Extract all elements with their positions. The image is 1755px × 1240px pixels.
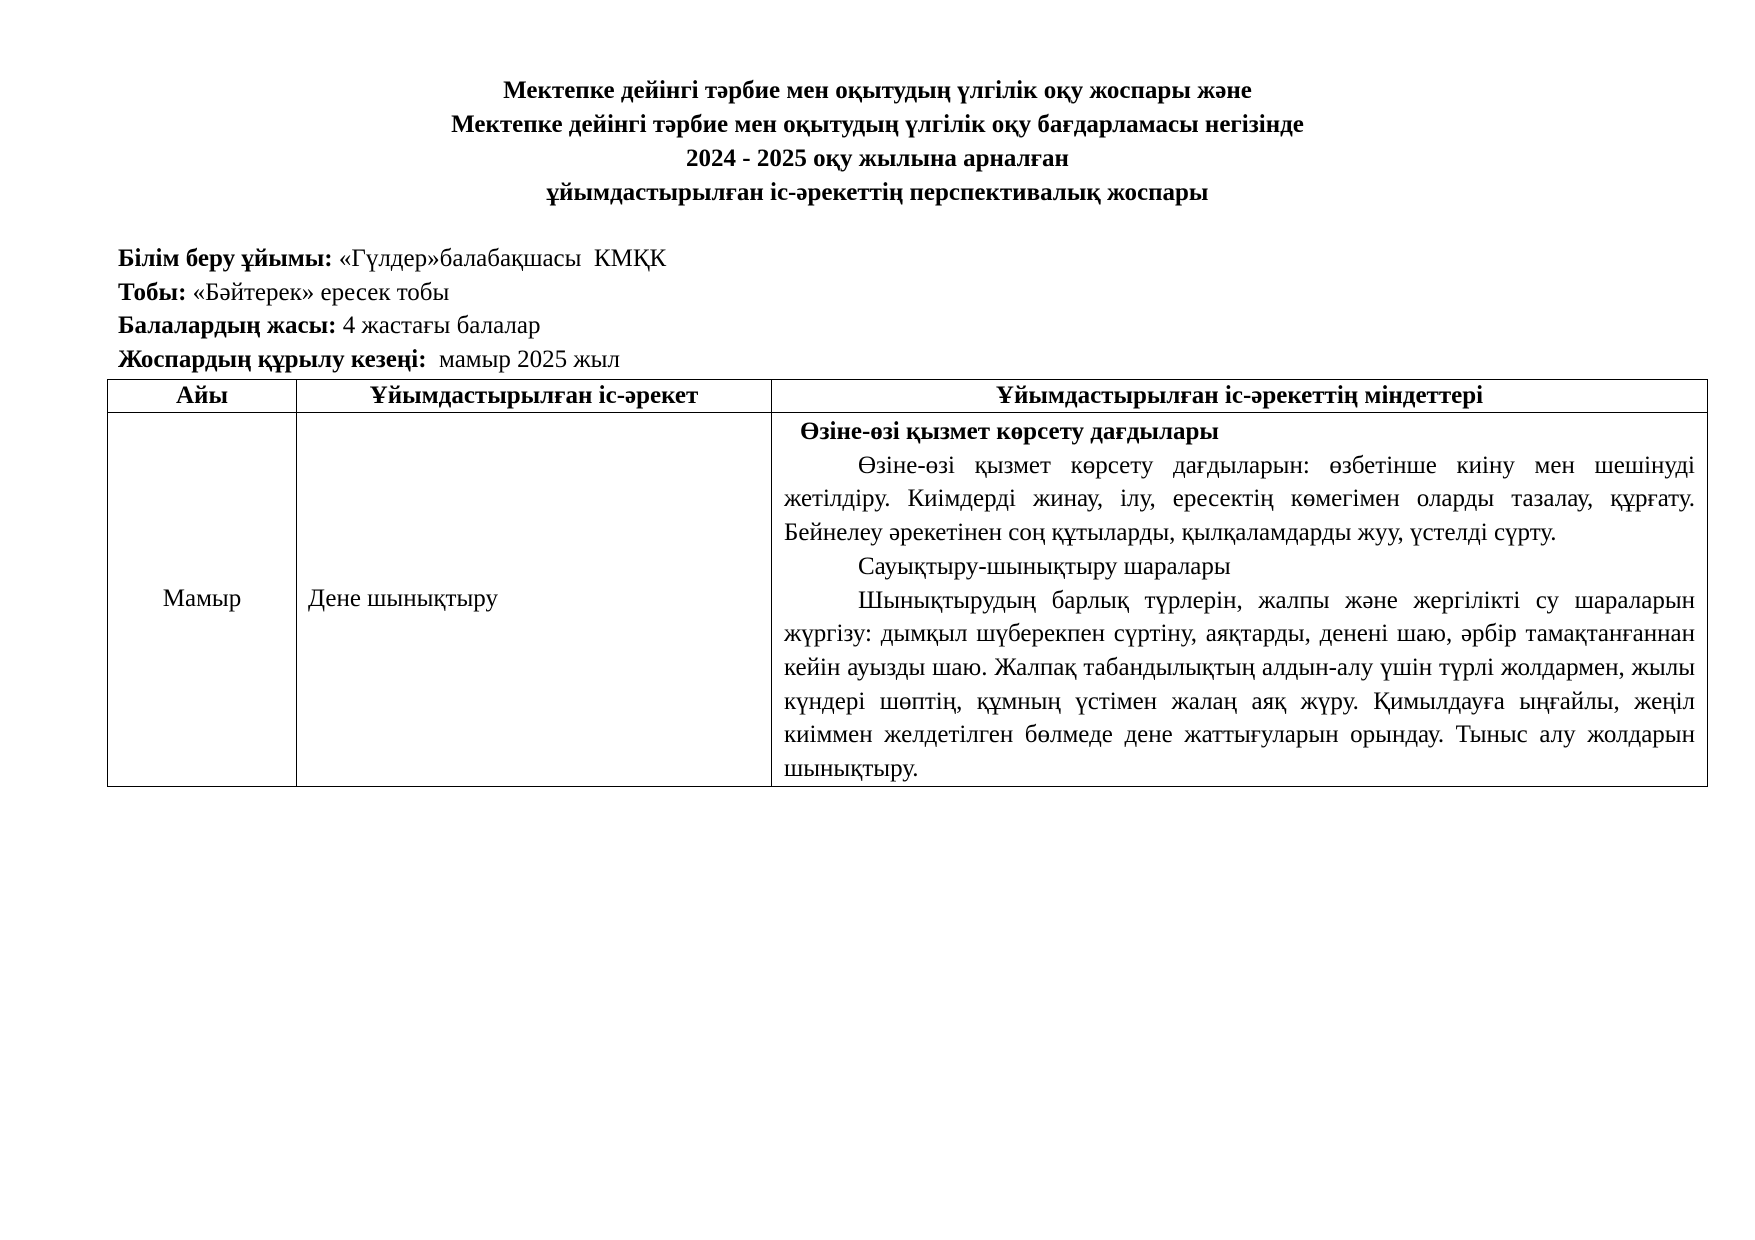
meta-period (118, 343, 666, 377)
title-line-4: ұйымдастырылған іс-әрекеттің перспективалық жоспары (546, 179, 1209, 206)
title-line-3: 2024 - 2025 оқу жылына арналған (686, 145, 1069, 172)
cell-activity: Дене шынықтыру (297, 413, 772, 787)
meta-age (118, 309, 666, 343)
tasks-paragraph-self-care: Өзіне-өзі қызмет көрсету дағдыларын: өзбетінше киіну мен шешінуді жетілдіру. Киімдерді жинау, ілу, ересектің көмегімен оларды тазалау, құрғату. Бейнелеу әрекетінен соң құтыларды, қылқаламдарды жуу, үстелді сүрту. (784, 451, 1695, 547)
tasks-heading: Өзіне-өзі қызмет көрсету дағдылары (800, 418, 1219, 445)
title-line-2: Мектепке дейінгі тәрбие мен оқытудың үлгілік оқу бағдарламасы негізінде (451, 111, 1304, 138)
title-line-1: Мектепке дейінгі тәрбие мен оқытудың үлгілік оқу жоспары және (503, 77, 1252, 104)
meta-age-label: Балалардың жасы: (118, 312, 337, 339)
tasks-subheading: Сауықтыру-шынықтыру шаралары (858, 552, 1231, 580)
meta-age-value: 4 жастағы балалар (336, 312, 541, 339)
cell-month: Мамыр (108, 413, 297, 787)
meta-period-value: мамыр 2025 жыл (426, 345, 620, 373)
header-activity: Ұйымдастырылған іс-әрекет (297, 380, 772, 413)
meta-organization (118, 242, 666, 276)
meta-group-value: «Бәйтерек» ересек тобы (186, 278, 450, 306)
cell-tasks (772, 413, 1708, 787)
document-title (0, 74, 1755, 210)
meta-group (118, 276, 666, 310)
meta-organization-label: Білім беру ұйымы: (118, 245, 333, 272)
header-tasks: Ұйымдастырылған іс-әрекеттің міндеттері (772, 380, 1708, 413)
header-month: Айы (108, 380, 297, 413)
meta-period-label: Жоспардың құрылу кезеңі: (118, 345, 427, 373)
plan-table (107, 379, 1708, 787)
document-meta (118, 242, 666, 376)
table-header-row (108, 380, 1708, 413)
table-row (108, 413, 1708, 787)
meta-group-label: Тобы: (118, 278, 187, 306)
meta-organization-value: «Гүлдер»балабақшасы КМҚК (332, 245, 667, 272)
tasks-paragraph-hardening: Шынықтырудың барлық түрлерін, жалпы және жергілікті су шараларын жүргізу: дымқыл шүберекпен сүртіну, аяқтарды, денені шаю, әрбір тамақтанғаннан кейін ауызды шаю. Жалпақ табандылықтың алдын-алу үшін түрлі жолдармен, жылы күндері шөптің, құмның үстімен жалаң аяқ жүру. Қимылдауға ыңғайлы, жеңіл киіммен желдетілген бөлмеде дене жаттығуларын орындау. Тыныс алу жолдарын шынықтыру. (784, 586, 1695, 783)
